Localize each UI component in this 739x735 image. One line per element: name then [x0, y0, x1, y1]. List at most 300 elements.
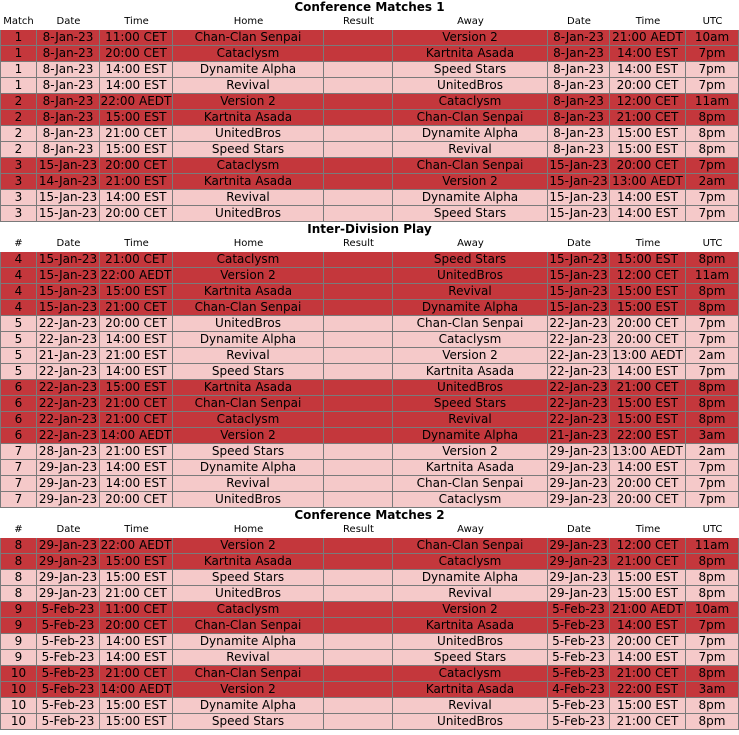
table-cell[interactable]: 13:00 AEDT: [610, 174, 686, 190]
table-cell[interactable]: 7pm: [686, 492, 739, 508]
table-cell[interactable]: 4: [0, 268, 37, 284]
table-cell[interactable]: Dynamite Alpha: [173, 634, 324, 650]
table-cell[interactable]: Cataclysm: [393, 332, 548, 348]
table-cell[interactable]: 15-Jan-23: [548, 284, 610, 300]
table-cell[interactable]: 29-Jan-23: [548, 492, 610, 508]
table-cell[interactable]: 2am: [686, 174, 739, 190]
table-cell[interactable]: Kartnita Asada: [393, 364, 548, 380]
table-cell[interactable]: 14:00 EST: [100, 476, 173, 492]
result-cell[interactable]: [324, 586, 393, 602]
table-cell[interactable]: 15:00 EST: [100, 570, 173, 586]
table-cell[interactable]: 8: [0, 538, 37, 554]
table-cell[interactable]: Cataclysm: [393, 666, 548, 682]
table-cell[interactable]: Dynamite Alpha: [393, 126, 548, 142]
table-cell[interactable]: Dynamite Alpha: [173, 332, 324, 348]
table-cell[interactable]: 14:00 EST: [610, 46, 686, 62]
table-cell[interactable]: Revival: [173, 476, 324, 492]
table-cell[interactable]: Kartnita Asada: [393, 46, 548, 62]
table-cell[interactable]: 8-Jan-23: [548, 94, 610, 110]
result-cell[interactable]: [324, 190, 393, 206]
table-cell[interactable]: 21:00 CET: [610, 714, 686, 730]
table-cell[interactable]: Version 2: [393, 348, 548, 364]
table-cell[interactable]: 13:00 AEDT: [610, 444, 686, 460]
table-cell[interactable]: 14:00 AEDT: [100, 682, 172, 696]
table-cell[interactable]: 29-Jan-23: [548, 476, 610, 492]
table-cell[interactable]: 21:00 EST: [100, 444, 173, 460]
table-cell[interactable]: 8: [0, 554, 37, 570]
table-cell[interactable]: Revival: [393, 698, 548, 714]
table-cell[interactable]: 22-Jan-23: [37, 428, 100, 444]
table-cell[interactable]: Cataclysm: [173, 46, 324, 62]
table-cell[interactable]: 7pm: [686, 62, 739, 78]
table-cell[interactable]: 10: [0, 698, 37, 714]
table-cell[interactable]: 21:00 EST: [100, 174, 173, 190]
table-cell[interactable]: Cataclysm: [173, 602, 324, 618]
table-cell[interactable]: Speed Stars: [393, 62, 548, 78]
table-cell[interactable]: 7pm: [686, 316, 739, 332]
table-cell[interactable]: Chan-Clan Senpai: [393, 110, 548, 126]
table-cell[interactable]: 8: [0, 570, 37, 586]
table-cell[interactable]: 21-Jan-23: [548, 428, 610, 444]
table-cell[interactable]: 8-Jan-23: [548, 62, 610, 78]
table-cell[interactable]: 7pm: [686, 460, 739, 476]
result-cell[interactable]: [324, 94, 393, 110]
table-cell[interactable]: 8pm: [686, 666, 739, 682]
table-cell[interactable]: 21:00 CET: [610, 666, 686, 682]
table-cell[interactable]: Chan-Clan Senpai: [173, 396, 324, 412]
table-cell[interactable]: 3am: [686, 682, 739, 698]
table-cell[interactable]: 22-Jan-23: [37, 380, 100, 396]
table-cell[interactable]: 5-Feb-23: [37, 634, 100, 650]
table-cell[interactable]: 15-Jan-23: [37, 158, 100, 174]
table-cell[interactable]: 8-Jan-23: [548, 126, 610, 142]
table-cell[interactable]: 1: [0, 46, 37, 62]
table-cell[interactable]: 7pm: [686, 46, 739, 62]
result-cell[interactable]: [324, 554, 393, 570]
table-cell[interactable]: 1: [0, 62, 37, 78]
table-cell[interactable]: Revival: [393, 586, 548, 602]
table-cell[interactable]: 22:00 EST: [610, 682, 686, 698]
table-cell[interactable]: Speed Stars: [393, 206, 548, 222]
table-cell[interactable]: Revival: [173, 78, 324, 94]
table-cell[interactable]: 7pm: [686, 78, 739, 94]
table-cell[interactable]: 8-Jan-23: [548, 46, 610, 62]
table-cell[interactable]: 15:00 EST: [610, 142, 686, 158]
table-cell[interactable]: 7pm: [686, 332, 739, 348]
table-cell[interactable]: 7pm: [686, 364, 739, 380]
result-cell[interactable]: [324, 634, 393, 650]
table-cell[interactable]: Dynamite Alpha: [173, 698, 324, 714]
table-cell[interactable]: 22-Jan-23: [548, 396, 610, 412]
result-cell[interactable]: [324, 110, 393, 126]
table-cell[interactable]: 11:00 CET: [100, 30, 173, 46]
table-cell[interactable]: 2am: [686, 444, 739, 460]
table-cell[interactable]: 9: [0, 618, 37, 634]
table-cell[interactable]: 21:00 CET: [100, 396, 173, 412]
table-cell[interactable]: 20:00 CET: [610, 78, 686, 94]
table-cell[interactable]: 15-Jan-23: [548, 158, 610, 174]
table-cell[interactable]: 8pm: [686, 586, 739, 602]
table-cell[interactable]: Version 2: [393, 30, 548, 46]
table-cell[interactable]: 29-Jan-23: [548, 570, 610, 586]
table-cell[interactable]: 21:00 CET: [100, 126, 173, 142]
result-cell[interactable]: [324, 206, 393, 222]
table-cell[interactable]: 29-Jan-23: [548, 554, 610, 570]
table-cell[interactable]: 7pm: [686, 476, 739, 492]
table-cell[interactable]: 21:00 CET: [100, 252, 173, 268]
table-cell[interactable]: Version 2: [173, 682, 324, 698]
table-cell[interactable]: Version 2: [393, 602, 548, 618]
table-cell[interactable]: Cataclysm: [393, 492, 548, 508]
table-cell[interactable]: 21:00 CET: [100, 412, 173, 428]
table-cell[interactable]: 14:00 EST: [100, 364, 173, 380]
table-cell[interactable]: 15:00 EST: [610, 284, 686, 300]
table-cell[interactable]: Version 2: [393, 174, 548, 190]
table-cell[interactable]: 20:00 CET: [100, 158, 173, 174]
table-cell[interactable]: 10: [0, 714, 37, 730]
table-cell[interactable]: Speed Stars: [173, 714, 324, 730]
table-cell[interactable]: 2: [0, 110, 37, 126]
table-cell[interactable]: 15:00 EST: [100, 284, 173, 300]
table-cell[interactable]: Dynamite Alpha: [393, 570, 548, 586]
table-cell[interactable]: 20:00 CET: [100, 46, 173, 62]
table-cell[interactable]: 4: [0, 252, 37, 268]
table-cell[interactable]: 22-Jan-23: [37, 316, 100, 332]
table-cell[interactable]: Kartnita Asada: [393, 618, 548, 634]
table-cell[interactable]: 3: [0, 174, 37, 190]
table-cell[interactable]: 10am: [686, 30, 739, 46]
table-cell[interactable]: 8-Jan-23: [37, 110, 100, 126]
table-cell[interactable]: 7pm: [686, 158, 739, 174]
table-cell[interactable]: 15-Jan-23: [548, 252, 610, 268]
table-cell[interactable]: Speed Stars: [173, 364, 324, 380]
result-cell[interactable]: [324, 412, 393, 428]
table-cell[interactable]: 21-Jan-23: [37, 348, 100, 364]
table-cell[interactable]: 5-Feb-23: [548, 618, 610, 634]
table-cell[interactable]: Kartnita Asada: [173, 284, 324, 300]
result-cell[interactable]: [324, 570, 393, 586]
table-cell[interactable]: 22:00 AEDT: [100, 538, 172, 552]
table-cell[interactable]: 8pm: [686, 570, 739, 586]
table-cell[interactable]: 8pm: [686, 412, 739, 428]
table-cell[interactable]: 22:00 AEDT: [100, 94, 172, 108]
table-cell[interactable]: 11am: [686, 538, 739, 554]
table-cell[interactable]: 29-Jan-23: [37, 538, 100, 554]
table-cell[interactable]: 29-Jan-23: [548, 586, 610, 602]
table-cell[interactable]: Cataclysm: [173, 158, 324, 174]
table-cell[interactable]: 14:00 EST: [610, 460, 686, 476]
table-cell[interactable]: Cataclysm: [173, 412, 324, 428]
table-cell[interactable]: 22-Jan-23: [548, 412, 610, 428]
table-cell[interactable]: UnitedBros: [393, 380, 548, 396]
table-cell[interactable]: 14:00 EST: [610, 364, 686, 380]
result-cell[interactable]: [324, 126, 393, 142]
result-cell[interactable]: [324, 300, 393, 316]
table-cell[interactable]: 12:00 CET: [610, 94, 686, 110]
table-cell[interactable]: UnitedBros: [393, 714, 548, 730]
result-cell[interactable]: [324, 142, 393, 158]
table-cell[interactable]: 22:00 AEDT: [100, 268, 172, 282]
table-cell[interactable]: 22-Jan-23: [548, 332, 610, 348]
table-cell[interactable]: 5-Feb-23: [548, 650, 610, 666]
result-cell[interactable]: [324, 268, 393, 284]
table-cell[interactable]: 8-Jan-23: [37, 46, 100, 62]
result-cell[interactable]: [324, 158, 393, 174]
table-cell[interactable]: UnitedBros: [393, 268, 548, 284]
table-cell[interactable]: UnitedBros: [173, 126, 324, 142]
table-cell[interactable]: 22-Jan-23: [548, 316, 610, 332]
table-cell[interactable]: 5-Feb-23: [37, 650, 100, 666]
table-cell[interactable]: 14:00 EST: [100, 78, 173, 94]
result-cell[interactable]: [324, 682, 393, 698]
table-cell[interactable]: 11am: [686, 268, 739, 284]
table-cell[interactable]: 8-Jan-23: [37, 94, 100, 110]
table-cell[interactable]: 15:00 EST: [100, 380, 173, 396]
table-cell[interactable]: 29-Jan-23: [37, 586, 100, 602]
result-cell[interactable]: [324, 396, 393, 412]
table-cell[interactable]: 10: [0, 666, 37, 682]
result-cell[interactable]: [324, 444, 393, 460]
table-cell[interactable]: Version 2: [173, 268, 324, 284]
table-cell[interactable]: 20:00 CET: [100, 206, 173, 222]
table-cell[interactable]: 12:00 CET: [610, 268, 686, 284]
table-cell[interactable]: 3: [0, 190, 37, 206]
table-cell[interactable]: 22-Jan-23: [37, 396, 100, 412]
table-cell[interactable]: 15:00 EST: [100, 714, 173, 730]
table-cell[interactable]: 5-Feb-23: [37, 602, 100, 618]
table-cell[interactable]: 21:00 CET: [610, 380, 686, 396]
table-cell[interactable]: Dynamite Alpha: [173, 460, 324, 476]
result-cell[interactable]: [324, 316, 393, 332]
table-cell[interactable]: Kartnita Asada: [393, 682, 548, 698]
table-cell[interactable]: 20:00 CET: [610, 492, 686, 508]
table-cell[interactable]: 7pm: [686, 650, 739, 666]
table-cell[interactable]: 8pm: [686, 126, 739, 142]
table-cell[interactable]: UnitedBros: [173, 586, 324, 602]
table-cell[interactable]: 14:00 EST: [610, 206, 686, 222]
table-cell[interactable]: 21:00 CET: [610, 110, 686, 126]
result-cell[interactable]: [324, 30, 393, 46]
table-cell[interactable]: 22-Jan-23: [548, 364, 610, 380]
table-cell[interactable]: 8-Jan-23: [548, 142, 610, 158]
result-cell[interactable]: [324, 174, 393, 190]
table-cell[interactable]: 7pm: [686, 190, 739, 206]
table-cell[interactable]: 6: [0, 396, 37, 412]
table-cell[interactable]: Revival: [393, 284, 548, 300]
table-cell[interactable]: 8pm: [686, 396, 739, 412]
table-cell[interactable]: Cataclysm: [393, 554, 548, 570]
table-cell[interactable]: 5-Feb-23: [548, 666, 610, 682]
result-cell[interactable]: [324, 46, 393, 62]
table-cell[interactable]: 15-Jan-23: [548, 190, 610, 206]
table-cell[interactable]: 15:00 EST: [610, 300, 686, 316]
table-cell[interactable]: 7: [0, 476, 37, 492]
table-cell[interactable]: 3: [0, 206, 37, 222]
table-cell[interactable]: Dynamite Alpha: [393, 300, 548, 316]
table-cell[interactable]: 14:00 EST: [100, 332, 173, 348]
table-cell[interactable]: Chan-Clan Senpai: [393, 476, 548, 492]
table-cell[interactable]: 21:00 CET: [100, 300, 173, 316]
table-cell[interactable]: 13:00 AEDT: [610, 348, 686, 364]
table-cell[interactable]: 2: [0, 142, 37, 158]
table-cell[interactable]: Kartnita Asada: [393, 460, 548, 476]
table-cell[interactable]: 29-Jan-23: [37, 554, 100, 570]
table-cell[interactable]: 15-Jan-23: [37, 284, 100, 300]
table-cell[interactable]: 6: [0, 428, 37, 444]
table-cell[interactable]: 3: [0, 158, 37, 174]
table-cell[interactable]: 7: [0, 492, 37, 508]
table-cell[interactable]: Version 2: [173, 538, 324, 554]
table-cell[interactable]: Kartnita Asada: [173, 110, 324, 126]
table-cell[interactable]: 29-Jan-23: [548, 538, 610, 554]
result-cell[interactable]: [324, 714, 393, 730]
table-cell[interactable]: 29-Jan-23: [37, 460, 100, 476]
table-cell[interactable]: 5-Feb-23: [37, 714, 100, 730]
table-cell[interactable]: Dynamite Alpha: [393, 190, 548, 206]
table-cell[interactable]: Speed Stars: [173, 142, 324, 158]
table-cell[interactable]: 3am: [686, 428, 739, 444]
table-cell[interactable]: Cataclysm: [393, 94, 548, 110]
table-cell[interactable]: 22-Jan-23: [37, 364, 100, 380]
table-cell[interactable]: 8pm: [686, 300, 739, 316]
table-cell[interactable]: 20:00 CET: [100, 492, 173, 508]
table-cell[interactable]: 5-Feb-23: [37, 698, 100, 714]
table-cell[interactable]: 5-Feb-23: [548, 698, 610, 714]
table-cell[interactable]: 8pm: [686, 110, 739, 126]
table-cell[interactable]: UnitedBros: [393, 634, 548, 650]
table-cell[interactable]: 14:00 EST: [100, 650, 173, 666]
result-cell[interactable]: [324, 62, 393, 78]
table-cell[interactable]: 20:00 CET: [100, 316, 173, 332]
table-cell[interactable]: 14:00 EST: [100, 634, 173, 650]
result-cell[interactable]: [324, 650, 393, 666]
table-cell[interactable]: 8-Jan-23: [37, 62, 100, 78]
table-cell[interactable]: 15-Jan-23: [37, 206, 100, 222]
result-cell[interactable]: [324, 284, 393, 300]
result-cell[interactable]: [324, 618, 393, 634]
table-cell[interactable]: 5: [0, 364, 37, 380]
table-cell[interactable]: 15:00 EST: [100, 698, 173, 714]
table-cell[interactable]: 22:00 EST: [610, 428, 686, 444]
table-cell[interactable]: 21:00 AEDT: [610, 602, 686, 618]
table-cell[interactable]: Speed Stars: [393, 252, 548, 268]
table-cell[interactable]: Speed Stars: [393, 650, 548, 666]
table-cell[interactable]: 4: [0, 300, 37, 316]
table-cell[interactable]: 15:00 EST: [610, 570, 686, 586]
table-cell[interactable]: 21:00 CET: [610, 554, 686, 570]
result-cell[interactable]: [324, 252, 393, 268]
result-cell[interactable]: [324, 476, 393, 492]
table-cell[interactable]: 5-Feb-23: [548, 634, 610, 650]
table-cell[interactable]: 4-Feb-23: [548, 682, 610, 698]
table-cell[interactable]: 20:00 CET: [610, 332, 686, 348]
table-cell[interactable]: 15-Jan-23: [548, 300, 610, 316]
table-cell[interactable]: Version 2: [393, 444, 548, 460]
table-cell[interactable]: 8pm: [686, 142, 739, 158]
table-cell[interactable]: 15:00 EST: [610, 396, 686, 412]
table-cell[interactable]: 8pm: [686, 284, 739, 300]
table-cell[interactable]: UnitedBros: [393, 78, 548, 94]
table-cell[interactable]: Chan-Clan Senpai: [393, 316, 548, 332]
table-cell[interactable]: 20:00 CET: [610, 476, 686, 492]
table-cell[interactable]: 8-Jan-23: [548, 78, 610, 94]
table-cell[interactable]: 14:00 EST: [610, 650, 686, 666]
table-cell[interactable]: 7pm: [686, 634, 739, 650]
table-cell[interactable]: 15:00 EST: [100, 110, 173, 126]
table-cell[interactable]: 15-Jan-23: [37, 252, 100, 268]
result-cell[interactable]: [324, 602, 393, 618]
table-cell[interactable]: 2am: [686, 348, 739, 364]
table-cell[interactable]: 22-Jan-23: [37, 332, 100, 348]
table-cell[interactable]: 8-Jan-23: [548, 110, 610, 126]
result-cell[interactable]: [324, 698, 393, 714]
result-cell[interactable]: [324, 380, 393, 396]
table-cell[interactable]: 1: [0, 78, 37, 94]
table-cell[interactable]: 15:00 EST: [610, 126, 686, 142]
result-cell[interactable]: [324, 332, 393, 348]
table-cell[interactable]: 14:00 EST: [100, 190, 173, 206]
result-cell[interactable]: [324, 78, 393, 94]
table-cell[interactable]: 8-Jan-23: [37, 126, 100, 142]
table-cell[interactable]: Speed Stars: [173, 444, 324, 460]
table-cell[interactable]: UnitedBros: [173, 316, 324, 332]
table-cell[interactable]: 29-Jan-23: [37, 492, 100, 508]
table-cell[interactable]: 5-Feb-23: [37, 618, 100, 634]
table-cell[interactable]: 15:00 EST: [610, 698, 686, 714]
table-cell[interactable]: 15-Jan-23: [548, 206, 610, 222]
table-cell[interactable]: 5-Feb-23: [37, 666, 100, 682]
table-cell[interactable]: 8-Jan-23: [548, 30, 610, 46]
table-cell[interactable]: 20:00 CET: [610, 158, 686, 174]
table-cell[interactable]: Chan-Clan Senpai: [173, 30, 324, 46]
table-cell[interactable]: 22-Jan-23: [548, 380, 610, 396]
table-cell[interactable]: Revival: [173, 348, 324, 364]
table-cell[interactable]: 5: [0, 348, 37, 364]
table-cell[interactable]: 14:00 EST: [100, 62, 173, 78]
table-cell[interactable]: 20:00 CET: [100, 618, 173, 634]
table-cell[interactable]: 7pm: [686, 618, 739, 634]
table-cell[interactable]: 29-Jan-23: [548, 444, 610, 460]
table-cell[interactable]: 8-Jan-23: [37, 142, 100, 158]
table-cell[interactable]: Dynamite Alpha: [173, 62, 324, 78]
table-cell[interactable]: 15-Jan-23: [548, 174, 610, 190]
table-cell[interactable]: Kartnita Asada: [173, 380, 324, 396]
table-cell[interactable]: 8-Jan-23: [37, 30, 100, 46]
table-cell[interactable]: 15-Jan-23: [548, 268, 610, 284]
table-cell[interactable]: Chan-Clan Senpai: [393, 538, 548, 554]
table-cell[interactable]: 8pm: [686, 554, 739, 570]
table-cell[interactable]: 1: [0, 30, 37, 46]
table-cell[interactable]: Kartnita Asada: [173, 554, 324, 570]
table-cell[interactable]: 8-Jan-23: [37, 78, 100, 94]
table-cell[interactable]: 11am: [686, 94, 739, 110]
table-cell[interactable]: UnitedBros: [173, 206, 324, 222]
table-cell[interactable]: 5-Feb-23: [548, 602, 610, 618]
table-cell[interactable]: 9: [0, 650, 37, 666]
table-cell[interactable]: 21:00 AEDT: [610, 30, 686, 46]
table-cell[interactable]: 10am: [686, 602, 739, 618]
table-cell[interactable]: 29-Jan-23: [37, 476, 100, 492]
table-cell[interactable]: 8: [0, 586, 37, 602]
table-cell[interactable]: 5: [0, 316, 37, 332]
table-cell[interactable]: 9: [0, 602, 37, 618]
table-cell[interactable]: 7pm: [686, 206, 739, 222]
table-cell[interactable]: UnitedBros: [173, 492, 324, 508]
table-cell[interactable]: 8pm: [686, 380, 739, 396]
table-cell[interactable]: 9: [0, 634, 37, 650]
table-cell[interactable]: 21:00 CET: [100, 666, 173, 682]
table-cell[interactable]: 5: [0, 332, 37, 348]
